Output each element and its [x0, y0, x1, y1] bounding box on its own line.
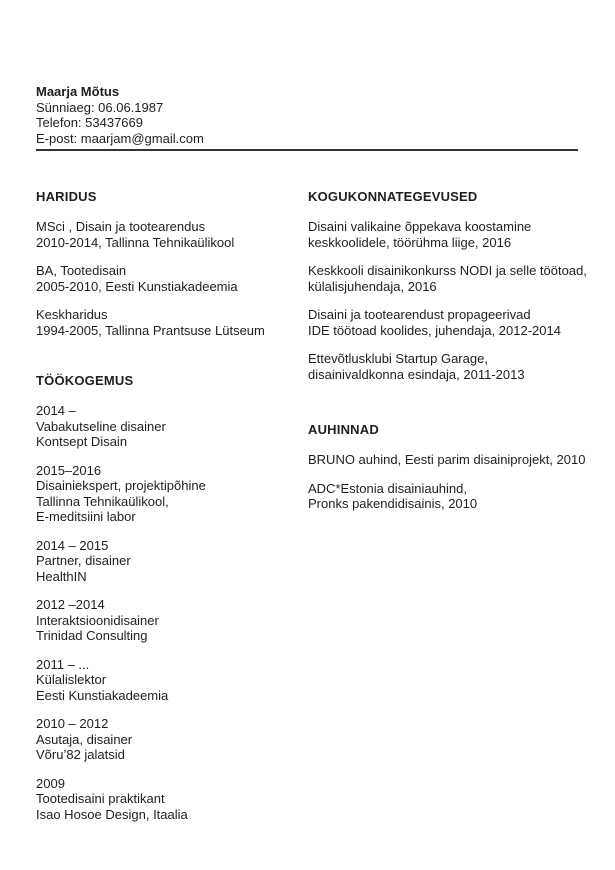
- text-line: 2014 – 2015: [36, 537, 109, 553]
- work-entry: [36, 403, 308, 450]
- text-line: disainivaldkonna esindaja, 2011-2013: [308, 366, 525, 382]
- text-line: Interaktsioonidisainer: [36, 612, 159, 628]
- text-line: BA, Tootedisain: [36, 263, 127, 278]
- email-line: E-post: maarjam@gmail.com: [36, 130, 204, 146]
- text-line: Trinidad Consulting: [36, 628, 148, 643]
- text-line: Asutaja, disainer: [36, 731, 133, 747]
- text-line: külalisjuhendaja, 2016: [308, 278, 437, 294]
- text-line: Tootedisaini praktikant: [36, 791, 165, 806]
- section-title-tookogemus: TÖÖKOGEMUS: [36, 373, 134, 388]
- text-line: 2010-2014, Tallinna Tehnikaülikool: [36, 234, 235, 250]
- contact-header: [36, 84, 578, 146]
- person-name: Maarja Mõtus: [36, 84, 120, 99]
- text-line: Isao Hosoe Design, Itaalia: [36, 806, 188, 822]
- work-entry: [36, 538, 308, 585]
- left-column: [36, 151, 308, 835]
- text-line: 2012 –2014: [36, 597, 105, 612]
- text-line: Keskkooli disainikonkurss NODI ja selle töötoad,: [308, 263, 587, 278]
- work-entry: [36, 597, 308, 644]
- text-line: 2010 – 2012: [36, 716, 109, 731]
- right-column: [308, 151, 587, 525]
- award-entry: [308, 452, 586, 468]
- text-line: Keskharidus: [36, 307, 108, 322]
- work-entry: [36, 657, 308, 704]
- phone-line: Telefon: 53437669: [36, 115, 143, 130]
- section-title-auhinnad: AUHINNAD: [308, 422, 379, 437]
- content-columns: [36, 151, 587, 835]
- text-line: 1994-2005, Tallinna Prantsuse Lütseum: [36, 322, 265, 338]
- work-entry: [36, 776, 308, 823]
- section-title-kogukonnategevused: KOGUKONNATEGEVUSED: [308, 189, 478, 204]
- text-line: Külalislektor: [36, 672, 107, 687]
- education-entry: [36, 263, 308, 294]
- text-line: HealthIN: [36, 568, 87, 584]
- text-line: IDE töötoad koolides, juhendaja, 2012-2014: [308, 322, 561, 338]
- text-line: 2015–2016: [36, 462, 102, 478]
- text-line: 2005-2010, Eesti Kunstiakadeemia: [36, 278, 238, 294]
- text-line: Disaini valikaine õppekava koostamine: [308, 219, 532, 234]
- community-entry: [308, 263, 587, 294]
- community-entry: [308, 219, 578, 250]
- text-line: Eesti Kunstiakadeemia: [36, 687, 169, 703]
- birthdate-line: Sünniaeg: 06.06.1987: [36, 99, 164, 115]
- text-line: Pronks pakendidisainis, 2010: [308, 496, 478, 511]
- text-line: 2011 – ...: [36, 656, 90, 672]
- community-entry: [308, 307, 578, 338]
- education-entry: [36, 307, 308, 338]
- text-line: Kontsept Disain: [36, 434, 128, 449]
- section-title-haridus: HARIDUS: [36, 189, 97, 204]
- text-line: ADC*Estonia disainiauhind,: [308, 480, 467, 496]
- text-line: Tallinna Tehnikaülikool,: [36, 493, 169, 509]
- text-line: keskkoolidele, töörühma liige, 2016: [308, 234, 512, 250]
- community-entry: [308, 351, 578, 382]
- text-line: Vabakutseline disainer: [36, 418, 166, 434]
- text-line: BRUNO auhind, Eesti parim disainiprojekt, 2010: [308, 452, 586, 467]
- text-line: Disainiekspert, projektipõhine: [36, 478, 206, 493]
- text-line: 2014 –: [36, 403, 76, 418]
- text-line: Ettevõtlusklubi Startup Garage,: [308, 351, 488, 366]
- text-line: E-meditsiini labor: [36, 509, 136, 524]
- text-line: 2009: [36, 775, 65, 791]
- education-entry: [36, 219, 308, 250]
- award-entry: [308, 481, 578, 512]
- work-entry: [36, 463, 308, 525]
- text-line: MSci , Disain ja tootearendus: [36, 219, 206, 234]
- work-entry: [36, 716, 308, 763]
- text-line: Võru’82 jalatsid: [36, 747, 125, 762]
- text-line: Partner, disainer: [36, 553, 131, 568]
- text-line: Disaini ja tootearendust propageerivad: [308, 307, 531, 322]
